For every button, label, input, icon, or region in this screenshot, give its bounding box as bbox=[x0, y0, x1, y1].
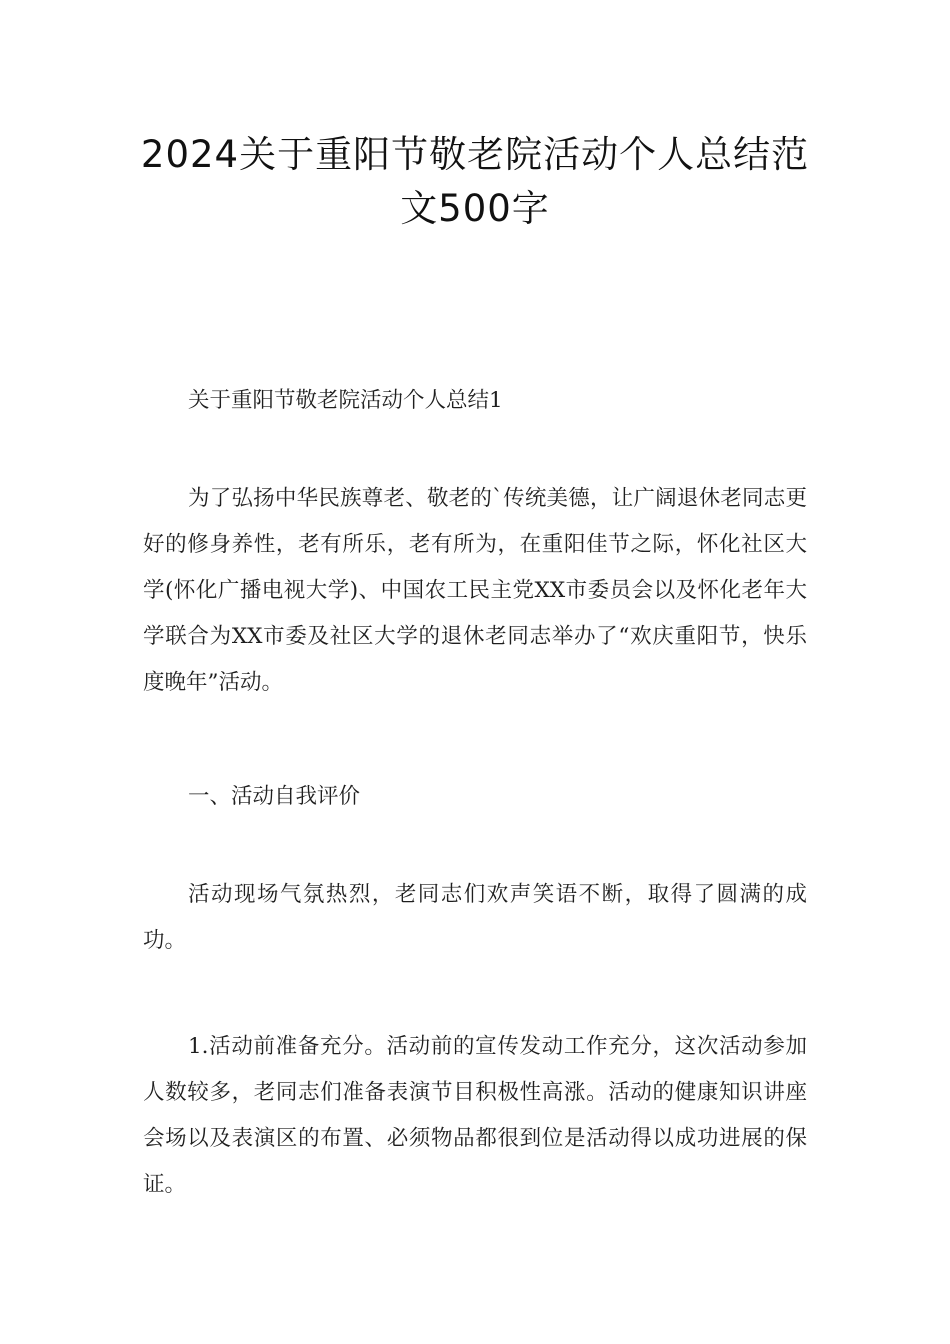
intro-paragraph: 为了弘扬中华民族尊老、敬老的`传统美德，让广阔退休老同志更好的修身养性，老有所乐，老有所为，在重阳佳节之际，怀化社区大学(怀化广播电视大学)、中国农工民主党XX市委员会以及怀化老年大学联合为XX市委及社区大学的退休老同志举办了“欢庆重阳节，快乐度晚年”活动。 bbox=[143, 486, 807, 695]
document-title: 2024关于重阳节敬老院活动个人总结范文500字 bbox=[140, 133, 810, 230]
section-subtitle: 关于重阳节敬老院活动个人总结1 bbox=[188, 388, 503, 413]
evaluation-paragraph: 活动现场气氛热烈，老同志们欢声笑语不断，取得了圆满的成功。 bbox=[143, 882, 807, 953]
list-item-paragraph: 1.活动前准备充分。活动前的宣传发动工作充分，这次活动参加人数较多，老同志们准备表演节目积极性高涨。活动的健康知识讲座会场以及表演区的布置、必须物品都很到位是活动得以成功进展的保证。 bbox=[143, 1034, 807, 1197]
section-heading: 一、活动自我评价 bbox=[188, 784, 361, 809]
